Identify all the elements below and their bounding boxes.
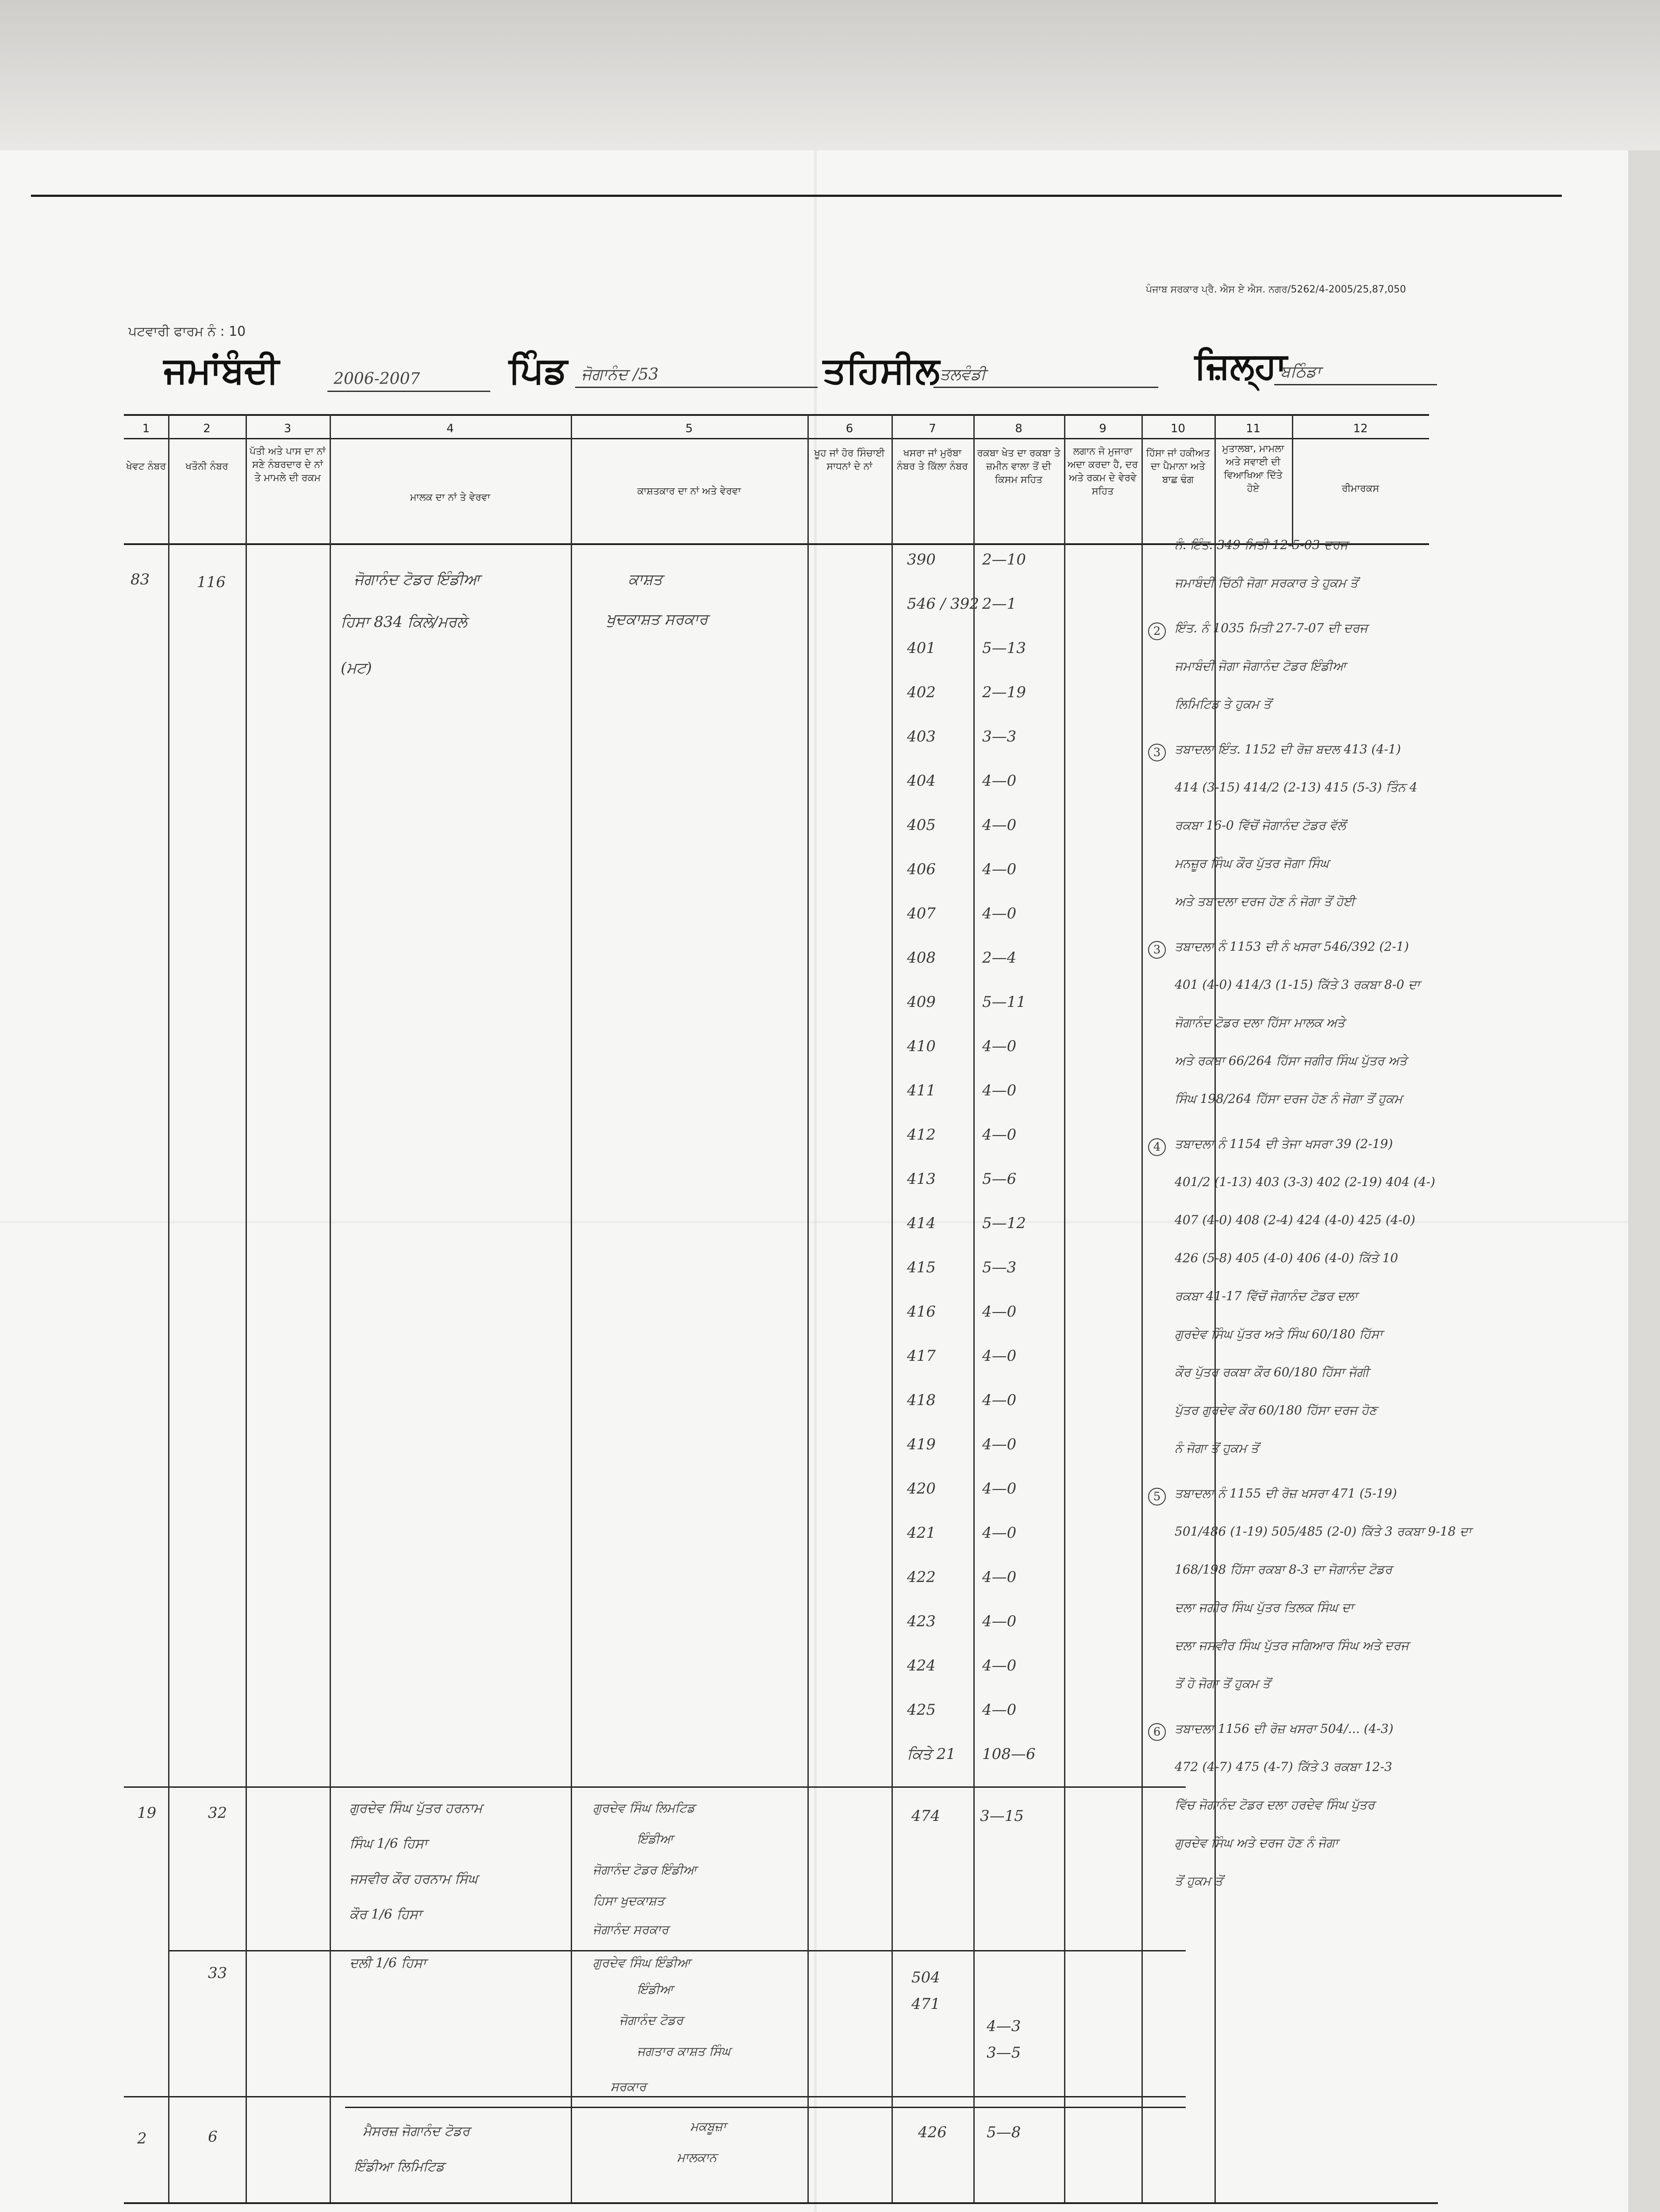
remark-line: ਤਬਾਦਲਾ 1156 ਦੀ ਰੋਜ਼ ਖਸਰਾ 504/... (4-3) [1175,1721,1394,1736]
cultivator-line: ਮਕਬੂਜ਼ਾ [690,2119,726,2134]
col-head-khewat: ਖੇਵਟ ਨੰਬਰ [126,461,166,472]
remark-line: ਗੁਰਦੇਵ ਸਿੰਘ ਪੁੱਤਰ ਅਤੇ ਸਿੰਘ 60/180 ਹਿੱਸਾ [1175,1327,1383,1341]
remark-line: ਤੋਂ ਹੋ ਜੋਗਾ ਤੋਂ ਹੁਕਮ ਤੋਂ [1175,1676,1270,1691]
khewat-number: 19 [137,1804,157,1822]
table-top-rule [124,414,1429,416]
owner-line: ਸਿੰਘ 1/6 ਹਿਸਾ [350,1836,427,1851]
cultivator-line: ਸਰਕਾਰ [611,2079,646,2094]
remark-line: ਪੁੱਤਰ ਗੁਰਦੇਵ ਕੌਰ 60/180 ਹਿੱਸਾ ਦਰਜ ਹੋਣ [1175,1403,1377,1417]
col-divider [1214,414,1216,2202]
col-head-cultivator: ਕਾਸ਼ਤਕਾਰ ਦਾ ਨਾਂ ਅਤੇ ਵੇਰਵਾ [637,486,741,497]
rakba-value: 4—0 [982,1391,1017,1409]
cultivator-line: ਇੰਡੀਆ [637,1832,673,1846]
remark-line: ਸਿੰਘ 198/264 ਹਿੱਸਾ ਦਰਜ ਹੋਣ ਨੰ ਜੋਗਾ ਤੋਂ ਹੁਕਮ [1175,1091,1403,1106]
rakba-value: 4—0 [982,1568,1017,1586]
owner-line: ਮੈਸਰਜ਼ ਜੋਗਾਨੰਦ ਟੋਡਰ [363,2124,470,2139]
rakba-value: 4—0 [982,1303,1017,1321]
khasra-number: 419 [907,1436,936,1453]
khasra-number: 421 [907,1524,936,1542]
owner-line: ਗੁਰਦੇਵ ਸਿੰਘ ਪੁੱਤਰ ਹਰਨਾਮ [350,1801,482,1816]
khasra-number: 406 [907,860,936,878]
remark-number-badge: 6 [1148,1723,1166,1741]
remark-line: ਰਕਬਾ 41-17 ਵਿੱਚੋਂ ਜੋਗਾਨੰਦ ਟੋਡਰ ਦਲਾ [1175,1289,1358,1303]
rakba-value: 3—15 [980,1807,1024,1825]
khasra-number: 422 [907,1568,936,1586]
rakba-value: 2—19 [982,684,1026,701]
khasra-number: 546 / 392 [907,595,979,613]
cultivator-line: ਜਗਤਾਰ ਕਾਸ਼ਤ ਸਿੰਘ [637,2044,731,2058]
remark-line: 168/198 ਹਿੱਸਾ ਰਕਬਾ 8-3 ਦਾ ਜੋਗਾਨੰਦ ਟੋਡਰ [1175,1562,1392,1577]
remark-line: ਗੁਰਦੇਵ ਸਿੰਘ ਅਤੇ ਦਰਜ ਹੋਣ ਨੰ ਜੋਗਾ [1175,1836,1338,1850]
col-head-khatoni: ਖਤੌਨੀ ਨੰਬਰ [185,461,228,472]
remark-line: ਲਿਮਿਟਿਡ ਤੇ ਹੁਕਮ ਤੋਂ [1175,697,1271,711]
khasra-number: 423 [907,1613,936,1630]
col-num-12: 12 [1353,422,1368,435]
jamabandi-label: ਜਮਾਂਬੰਦੀ [164,349,279,392]
cultivator-line: ਗੁਰਦੇਵ ਸਿੰਘ ਇੰਡੀਆ [593,1955,691,1970]
col-head-mutalba: ਮੁਤਾਲਬਾ, ਮਾਮਲਾ ਅਤੇ ਸਵਾਈ ਦੀ ਵਿਆਖਿਆ ਦਿੱਤੇ ਹੋਏ [1222,443,1284,494]
khasra-number: 471 [911,1995,940,2013]
col-num-10: 10 [1170,422,1186,435]
khasra-number: 412 [907,1126,936,1144]
remark-line: ਵਿੱਚ ਜੋਗਾਨੰਦ ਟੋਡਰ ਦਲਾ ਹਰਦੇਵ ਸਿੰਘ ਪੁੱਤਰ [1175,1797,1375,1812]
remark-line: ਮਨਜ਼ੂਰ ਸਿੰਘ ਕੌਰ ਪੁੱਤਰ ਜੋਗਾ ਸਿੰਘ [1175,856,1329,871]
owner-line: (ਮਟ) [341,659,372,677]
tehsil-value: ਤਲਵੰਡੀ [934,365,1158,388]
owner-line: ਇੰਡੀਆ ਲਿਮਿਟਿਡ [354,2159,445,2174]
tehsil-label: ਤਹਿਸੀਲ [823,349,940,392]
remark-line: ਦਲਾ ਜਗੀਰ ਸਿੰਘ ਪੁੱਤਰ ਤਿਲਕ ਸਿੰਘ ਦਾ [1175,1600,1354,1615]
khasra-number: 414 [907,1214,936,1232]
khasra-number: 426 [918,2124,947,2141]
col-num-7: 7 [929,422,936,435]
rakba-value: 5—6 [982,1170,1017,1188]
top-rule [31,195,1562,197]
rakba-value: 4—0 [982,1436,1017,1453]
rakba-value: 4—0 [982,1347,1017,1365]
khasra-number: 504 [911,1969,940,1986]
khasra-number: 416 [907,1303,936,1321]
rakba-value: 5—13 [982,639,1026,657]
rakba-value: 4—0 [982,772,1017,790]
remark-line: 401 (4-0) 414/3 (1-15) ਕਿੱਤੇ 3 ਰਕਬਾ 8-0 ਦਾ [1175,977,1420,992]
col-divider [168,414,169,2202]
cultivator-line: ਜੋਗਾਨੰਦ ਟੋਡਰ [619,2013,684,2028]
khewat-number: 2 [137,2130,147,2147]
khasra-number: 420 [907,1480,936,1498]
khasra-number: 410 [907,1037,936,1055]
remark-number-badge: 3 [1148,941,1166,959]
khasra-number: 402 [907,684,936,701]
rakba-value: 3—5 [987,2044,1021,2062]
col-num-11: 11 [1245,422,1261,435]
khasra-number: 415 [907,1259,936,1276]
rakba-value: 4—0 [982,1701,1017,1719]
cultivator-line: ਜੋਗਾਨੰਦ ਟੋਡਰ ਇੰਡੀਆ [593,1863,697,1877]
col-head-khasra: ਖਸਰਾ ਜਾਂ ਮੁਰੱਬਾ ਨੰਬਰ ਤੇ ਕਿੱਲਾ ਨੰਬਰ [897,448,968,472]
khasra-number: 408 [907,949,936,967]
zila-value: ਬਠਿੰਡਾ [1274,363,1437,385]
col-divider [571,414,572,2202]
khasra-number: 404 [907,772,936,790]
khatoni-number: 33 [208,1964,227,1982]
khasra-number: 474 [911,1807,940,1825]
remark-number-badge: 3 [1148,744,1166,761]
col-head-hissa: ਹਿੱਸਾ ਜਾਂ ਹਕੀਅਤ ਦਾ ਪੈਮਾਨਾ ਅਤੇ ਬਾਛ ਢੰਗ [1146,448,1210,485]
remark-line: 414 (3-15) 414/2 (2-13) 415 (5-3) ਤਿੰਨ 4 [1175,780,1418,795]
khatoni-number: 6 [208,2128,218,2146]
col-num-9: 9 [1099,422,1107,435]
remark-line: ਤਬਾਦਲਾ ਇੰਤ. 1152 ਦੀ ਰੋਜ਼ ਬਦਲ 413 (4-1) [1175,742,1401,757]
cultivator-line: ਕਾਸ਼ਤ [628,571,663,588]
col-divider [330,414,331,2202]
khatoni-number: 32 [208,1804,227,1822]
remark-line: ਜਮਾਬੰਦੀ ਚਿੱਠੀ ਜੋਗਾ ਸਰਕਾਰ ਤੇ ਹੁਕਮ ਤੋਂ [1175,576,1358,590]
rakba-value: 5—8 [987,2124,1021,2141]
remark-number-badge: 2 [1148,622,1166,640]
rakba-value: 3—3 [982,728,1017,745]
rakba-value: 5—3 [982,1259,1017,1276]
rakba-value: 2—4 [982,949,1017,967]
col-head-patti: ਪੱਤੀ ਅਤੇ ਪਾਸ ਦਾ ਨਾਂ ਸਣੇ ਨੰਬਰਦਾਰ ਦੇ ਨਾਂ ਤੇ ਮਾਮਲੇ ਦੀ ਰਕਮ [250,446,326,484]
col-num-6: 6 [845,422,853,435]
col-divider [246,414,247,2202]
remark-line: ਦਲਾ ਜਸਵੀਰ ਸਿੰਘ ਪੁੱਤਰ ਜਗਿਆਰ ਸਿੰਘ ਅਤੇ ਦਰਜ [1175,1638,1409,1653]
col-head-remarks: ਰੀਮਾਰਕਸ [1341,483,1379,494]
remark-line: 401/2 (1-13) 403 (3-3) 402 (2-19) 404 (4-) [1175,1175,1435,1189]
khewat-number: 83 [131,571,150,588]
col-num-3: 3 [284,422,292,435]
remark-line: 426 (5-8) 405 (4-0) 406 (4-0) ਕਿੱਤੇ 10 [1175,1251,1399,1265]
owner-line: ਜੋਗਾਨੰਦ ਟੋਡਰ ਇੰਡੀਆ [354,571,480,588]
khasra-number: ਕਿਤੇ 21 [907,1745,956,1763]
remark-line: ਤਬਾਦਲਾ ਨੰ 1155 ਦੀ ਰੋਜ਼ ਖਸਰਾ 471 (5-19) [1175,1486,1397,1501]
rakba-value: 5—12 [982,1214,1026,1232]
cultivator-line: ਮਾਲਕਾਨ [677,2150,717,2165]
rakba-value: 108—6 [982,1745,1036,1763]
entry2-mid-rule [168,1950,1186,1951]
khasra-number: 411 [907,1082,936,1099]
col-head-rakba: ਰਕਬਾ ਖੇਤ ਦਾ ਰਕਬਾ ਤੇ ਜ਼ਮੀਨ ਵਾਲਾ ਤੋਂ ਦੀ ਕਿਸਮ ਸਹਿਤ [977,448,1061,485]
khasra-number: 425 [907,1701,936,1719]
rakba-value: 4—0 [982,905,1017,922]
khasra-number: 403 [907,728,936,745]
col-divider [891,414,893,2202]
cultivator-line: ਗੁਰਦੇਵ ਸਿੰਘ ਲਿਮਟਿਡ [593,1801,695,1815]
remark-line: 407 (4-0) 408 (2-4) 424 (4-0) 425 (4-0) [1175,1213,1415,1227]
rakba-value: 4—0 [982,1037,1017,1055]
khasra-number: 401 [907,639,936,657]
pind-value: ਜੋਗਾਨੰਦ /53 [575,365,818,388]
remark-line: ਅਤੇ ਰਕਬਾ 66/264 ਹਿੱਸਾ ਜਗੀਰ ਸਿੰਘ ਪੁੱਤਰ ਅਤੇ [1175,1053,1407,1068]
owner-line: ਦਲੀ 1/6 ਹਿਸਾ [350,1955,427,1971]
khasra-number: 405 [907,816,936,834]
col-divider [807,414,809,2202]
rakba-value: 4—0 [982,1126,1017,1144]
remark-line: 472 (4-7) 475 (4-7) ਕਿੱਤੇ 3 ਰਕਬਾ 12-3 [1175,1759,1392,1774]
remark-line: 501/486 (1-19) 505/485 (2-0) ਕਿੱਤੇ 3 ਰਕਬਾ 9-18 ਦਾ [1175,1524,1472,1539]
remark-line: ਤਬਾਦਲਾ ਨੰ 1153 ਦੀ ਨੰ ਖਸਰਾ 546/392 (2-1) [1175,939,1409,954]
colnum-rule [124,438,1429,439]
col-divider [1064,414,1065,2202]
remark-line: ਅਤੇ ਤਬਾਦਲਾ ਦਰਜ ਹੋਣ ਨੰ ਜੋਗਾ ਤੋਂ ਹੋਈ [1175,894,1355,909]
col-head-lagan: ਲਗਾਨ ਜੋ ਮੁਜਾਰਾ ਅਦਾ ਕਰਦਾ ਹੈ, ਦਰ ਅਤੇ ਰਕਮ ਦੇ ਵੇਰਵੇ ਸਹਿਤ [1068,446,1138,497]
khasra-number: 407 [907,905,936,922]
khatoni-number: 116 [197,573,226,591]
col-head-owner: ਮਾਲਕ ਦਾ ਨਾਂ ਤੇ ਵੇਰਵਾ [410,492,490,503]
rakba-value: 2—1 [982,595,1017,613]
col-divider [1141,414,1143,2202]
khasra-number: 413 [907,1170,936,1188]
cultivator-line: ਹਿਸਾ ਖੁਦਕਾਸ਼ਤ [593,1893,665,1908]
year-value: 2006-2007 [327,370,490,392]
col-head-irrigation: ਖੂਹ ਜਾਂ ਹੋਰ ਸਿੰਚਾਈ ਸਾਧਨਾਂ ਦੇ ਨਾਂ [814,448,885,472]
rakba-value: 4—0 [982,1480,1017,1498]
col-num-5: 5 [685,422,693,435]
cultivator-line: ਇੰਡੀਆ [637,1982,673,1997]
remark-line: ਜਮਾਬੰਦੀ ਜੋਗਾ ਜੋਗਾਨੰਦ ਟੋਡਰ ਇੰਡੀਆ [1175,659,1346,673]
pind-label: ਪਿੰਡ [509,349,568,392]
rakba-value: 4—0 [982,1613,1017,1630]
cultivator-line: ਖੁਦਕਾਸ਼ਤ ਸਰਕਾਰ [606,611,708,628]
owner-line: ਜਸਵੀਰ ਕੌਰ ਹਰਨਾਮ ਸਿੰਘ [350,1871,478,1887]
entry3-bottom-rule [124,2096,1186,2097]
table-bottom-rule [124,2202,1438,2204]
remark-number-badge: 4 [1148,1138,1166,1156]
form-number: ਪਟਵਾਰੀ ਫਾਰਮ ਨੰ : 10 [128,324,246,339]
col-num-1: 1 [142,422,150,435]
remark-line: ਜੋਗਾਨੰਦ ਟੋਡਰ ਦਲਾ ਹਿੱਸਾ ਮਾਲਕ ਅਤੇ [1175,1015,1345,1030]
col-num-8: 8 [1015,422,1022,435]
cultivator-line: ਜੋਗਾਨੰਦ ਸਰਕਾਰ [593,1922,669,1937]
scanner-top-margin [0,0,1660,150]
khasra-number: 424 [907,1657,936,1674]
khasra-number: 409 [907,993,936,1011]
rakba-value: 4—0 [982,1657,1017,1674]
rakba-value: 4—0 [982,1524,1017,1542]
entry3-bottom-rule2 [345,2107,1186,2108]
remark-line: ਨੰ ਜੋਗਾ ਤੋਂ ਹੁਕਮ ਤੋਂ [1175,1441,1259,1455]
owner-line: ਕੌਰ 1/6 ਹਿਸਾ [350,1907,422,1922]
remark-number-badge: 5 [1148,1488,1166,1505]
khasra-number: 390 [907,551,936,568]
col-num-4: 4 [446,422,454,435]
khasra-number: 418 [907,1391,936,1409]
khasra-number: 417 [907,1347,936,1365]
rakba-value: 4—0 [982,860,1017,878]
col-num-2: 2 [203,422,211,435]
rakba-value: 4—3 [987,2017,1021,2035]
entry1-bottom-rule [124,1786,1186,1788]
rakba-value: 4—0 [982,816,1017,834]
rakba-value: 2—10 [982,551,1026,568]
remark-line: ਤਬਾਦਲਾ ਨੰ 1154 ਦੀ ਤੇਜਾ ਖਸਰਾ 39 (2-19) [1175,1137,1393,1151]
remark-line: ਨੰ. ਇੰਤ. 349 ਮਿਤੀ 12-5-03 ਦਰਜ [1175,538,1348,552]
remark-line: ਕੌਰ ਪੁੱਤਰ ਰਕਬਾ ਕੌਰ 60/180 ਹਿੱਸਾ ਜੱਗੀ [1175,1365,1369,1379]
remark-line: ਰਕਬਾ 16-0 ਵਿੱਚੋਂ ਜੋਗਾਨੰਦ ਟੋਡਰ ਵੱਲੋਂ [1175,818,1346,833]
remark-line: ਇੰਤ. ਨੰ 1035 ਮਿਤੀ 27-7-07 ਦੀ ਦਰਜ [1175,621,1368,635]
zila-label: ਜ਼ਿਲ੍ਹਾ [1195,345,1287,387]
rakba-value: 4—0 [982,1082,1017,1099]
rakba-value: 5—11 [982,993,1026,1011]
remark-line: ਤੋਂ ਹੁਕਮ ਤੋਂ [1175,1874,1223,1888]
col-divider [973,414,975,2202]
owner-line: ਹਿਸਾ 834 ਕਿਲੇ/ਮਰਲੇ [341,613,467,631]
print-line: ਪੰਜਾਬ ਸਰਕਾਰ ਪ੍ਰੈ. ਐਸ ਏ ਐਸ. ਨਗਰ/5262/4-2005/25,87,050 [1146,284,1406,295]
